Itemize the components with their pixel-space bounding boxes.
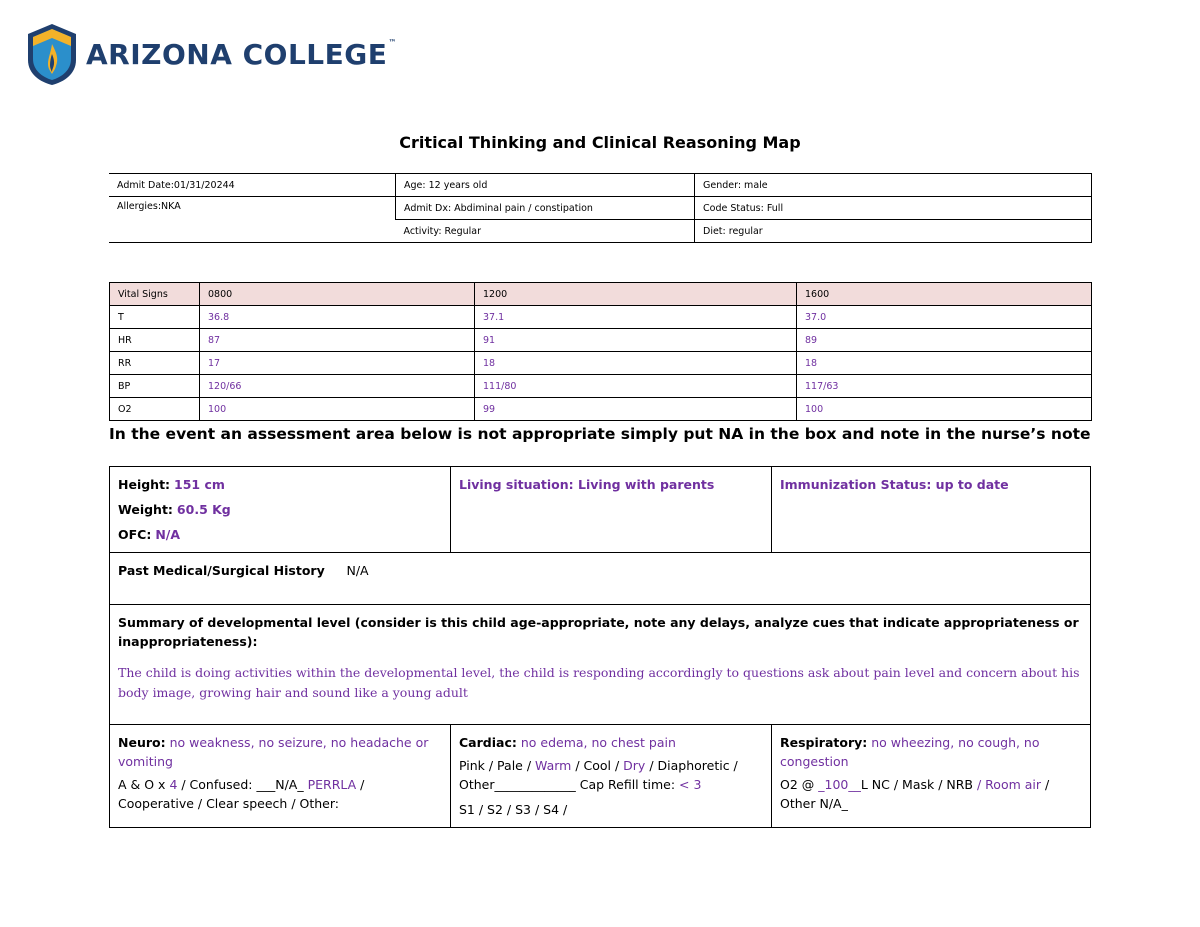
vital-value: 37.0 — [797, 306, 1092, 329]
vitals-row — [110, 398, 1092, 421]
vitals-row — [110, 306, 1092, 329]
page-title: Critical Thinking and Clinical Reasoning Map — [399, 133, 801, 152]
respiratory-o2-value: _100__ — [818, 777, 861, 792]
vitals-header-row — [110, 283, 1092, 306]
cardiac-diaphoretic: / Diaphoretic / — [645, 758, 738, 773]
cardiac-color: Pink / Pale / — [459, 758, 536, 773]
vital-label: T — [110, 306, 200, 329]
cardiac-cool: / Cool / — [571, 758, 624, 773]
admit-date: Admit Date:01/31/20244 — [109, 174, 396, 197]
cardiac-value: no edema, no chest pain — [520, 735, 676, 750]
admit-dx: Admit Dx: Abdiminal pain / constipation — [396, 197, 695, 220]
history-label: Past Medical/Surgical History — [118, 563, 325, 578]
vital-value: 37.1 — [475, 306, 797, 329]
respiratory-value: no wheezing, no cough, no congestion — [780, 735, 1040, 769]
ofc-value: N/A — [155, 527, 181, 542]
neuro-value: no weakness, no seizure, no headache or vomiting — [118, 735, 429, 769]
vitals-header-time: 1600 — [797, 283, 1092, 306]
shield-flame-icon — [26, 22, 78, 86]
cardiac-heart-sounds: S1 / S2 / S3 / S4 / — [459, 802, 568, 817]
cardiac-dry: Dry — [623, 758, 646, 773]
development-cell — [110, 605, 1091, 725]
immunization-status: Immunization Status: up to date — [772, 467, 1091, 553]
vital-value: 17 — [200, 352, 475, 375]
vital-value: 120/66 — [200, 375, 475, 398]
arizona-college-logo — [26, 22, 397, 86]
development-label: Summary of developmental level (consider is this child age-appropriate, note any delays, analyze cues that indicate appropriateness or inappropriateness): — [118, 615, 1079, 649]
vital-value: 89 — [797, 329, 1092, 352]
respiratory-other: Other N/A_ — [780, 796, 848, 811]
respiratory-delivery: L NC / Mask / NRB — [860, 777, 977, 792]
neuro-label: Neuro: — [118, 735, 166, 750]
neuro-confused: / Confused: ___N/A_ — [177, 777, 308, 792]
respiratory-room-air: / Room air — [976, 777, 1045, 792]
respiratory-cell — [772, 725, 1091, 828]
respiratory-label: Respiratory: — [780, 735, 868, 750]
respiratory-o2-label: O2 @ — [780, 777, 819, 792]
vital-signs-table — [109, 282, 1092, 421]
vital-label: BP — [110, 375, 200, 398]
neuro-cell — [110, 725, 451, 828]
ofc-label: OFC: — [118, 527, 152, 542]
age: Age: 12 years old — [396, 174, 695, 197]
brand-name: ARIZONA COLLEGE™ — [86, 37, 397, 71]
diet: Diet: regular — [695, 220, 1092, 243]
development-text: The child is doing activities within the developmental level, the child is responding accordingly to questions ask about pain level and concern about his body image, growing hair and sound like a young adult — [118, 665, 1080, 700]
vital-value: 18 — [475, 352, 797, 375]
neuro-other: Cooperative / Clear speech / Other: — [118, 796, 339, 811]
vital-value: 100 — [797, 398, 1092, 421]
vital-value: 91 — [475, 329, 797, 352]
cardiac-cell — [451, 725, 772, 828]
cardiac-label: Cardiac: — [459, 735, 517, 750]
neuro-perrla: PERRLA — [307, 777, 357, 792]
height-value: 151 cm — [174, 477, 225, 492]
instruction-notice: In the event an assessment area below is not appropriate simply put NA in the box and note in the nurse’s note — [109, 425, 1091, 443]
vital-value: 36.8 — [200, 306, 475, 329]
vitals-header-time: 0800 — [200, 283, 475, 306]
patient-info-table — [109, 173, 1092, 243]
vital-value: 100 — [200, 398, 475, 421]
assessment-table — [109, 466, 1091, 828]
activity: Activity: Regular — [396, 220, 695, 243]
vitals-row — [110, 375, 1092, 398]
cardiac-cap-refill-value: < 3 — [679, 777, 702, 792]
code-status: Code Status: Full — [695, 197, 1092, 220]
measurements-cell — [110, 467, 451, 553]
height-label: Height: — [118, 477, 171, 492]
respiratory-separator: / — [1044, 777, 1050, 792]
neuro-orientation-value: 4 — [169, 777, 178, 792]
cardiac-warm: Warm — [535, 758, 572, 773]
vitals-row — [110, 352, 1092, 375]
neuro-separator: / — [356, 777, 365, 792]
history-cell — [110, 553, 1091, 605]
weight-value: 60.5 Kg — [176, 502, 231, 517]
vital-value: 99 — [475, 398, 797, 421]
history-value: N/A — [346, 563, 369, 578]
cardiac-cap-refill-label: Other_____________ Cap Refill time: — [459, 777, 680, 792]
vitals-header-label: Vital Signs — [110, 283, 200, 306]
neuro-orientation-label: A & O x — [118, 777, 170, 792]
vitals-header-time: 1200 — [475, 283, 797, 306]
living-situation: Living situation: Living with parents — [451, 467, 772, 553]
vital-value: 87 — [200, 329, 475, 352]
vital-label: O2 — [110, 398, 200, 421]
vital-label: RR — [110, 352, 200, 375]
vital-value: 117/63 — [797, 375, 1092, 398]
vital-value: 18 — [797, 352, 1092, 375]
vital-label: HR — [110, 329, 200, 352]
vital-value: 111/80 — [475, 375, 797, 398]
allergies: Allergies:NKA — [109, 197, 396, 243]
weight-label: Weight: — [118, 502, 173, 517]
gender: Gender: male — [695, 174, 1092, 197]
vitals-row — [110, 329, 1092, 352]
